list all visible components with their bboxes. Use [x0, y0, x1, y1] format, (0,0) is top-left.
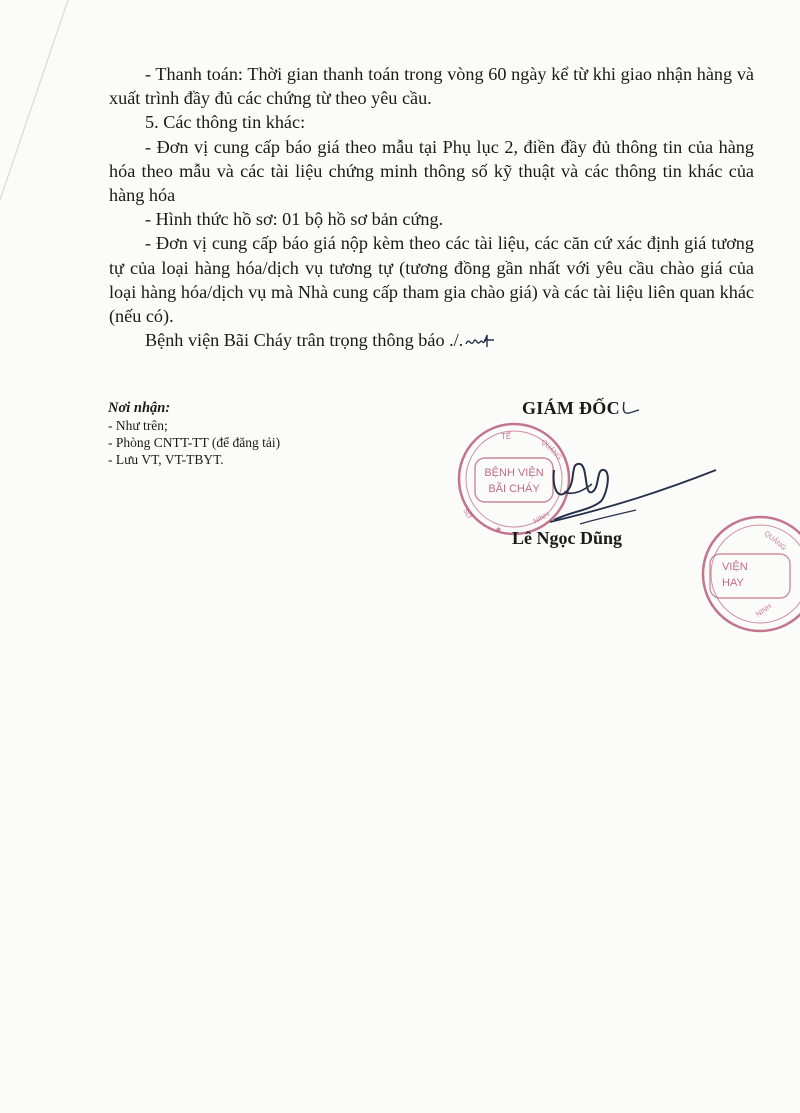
dossier-format: - Hình thức hồ sơ: 01 bộ hồ sơ bản cứng. — [145, 209, 444, 230]
partial-hospital-seal — [700, 512, 800, 637]
signer-title: GIÁM ĐỐC — [522, 398, 642, 419]
signer-name: Lê Ngọc Dũng — [512, 528, 623, 548]
recipient-item: - Phòng CNTT-TT (để đăng tải) — [108, 435, 281, 450]
initials-mark — [620, 400, 642, 416]
recipient-item: - Như trên; — [108, 418, 168, 433]
supporting-documents: - Đơn vị cung cấp báo giá nộp kèm theo các tài liệu, các căn cứ xác định giá tương tự của loại hàng hóa/dịch vụ tương tự (tương đồng gần nhất với yêu cầu chào giá của loại hàng hóa/dịch vụ mà Nhà cung cấp tham gia chào giá) và các tài liệu liên quan khác (nếu có). — [109, 233, 754, 327]
seal-line-1: BỆNH VIỆN — [484, 467, 544, 479]
seal-ring-top: TẾ — [501, 432, 512, 441]
seal-ring-left: SỞ — [461, 507, 473, 521]
recipients-block — [108, 400, 280, 468]
document-body — [109, 62, 754, 352]
partial-seal-ring-right: QUẢNG — [762, 530, 787, 553]
partial-seal-ring-bottom: NINH — [755, 603, 774, 619]
recipient-item: - Lưu VT, VT-TBYT. — [108, 452, 224, 467]
seal-ring-right: QUẢNG — [539, 438, 563, 462]
closing-notice: Bệnh viện Bãi Cháy trân trọng thông báo ./. — [109, 328, 754, 352]
recipients-title: Nơi nhận: — [108, 400, 171, 416]
seal-line-2: BÃI CHÁY — [488, 483, 540, 495]
other-info-heading: 5. Các thông tin khác: — [145, 112, 306, 133]
quote-form-instruction: - Đơn vị cung cấp báo giá theo mẫu tại Phụ lục 2, điền đầy đủ thông tin của hàng hóa theo mẫu và các tài liệu chứng minh thông số kỹ thuật và các thông tin khác của hàng hóa — [109, 136, 754, 206]
partial-seal-line-1: VIỆN — [722, 561, 748, 573]
director-signature — [540, 440, 720, 540]
seal-ring-bottom: NINH — [532, 511, 551, 526]
initials-mark — [463, 332, 497, 350]
svg-text:★: ★ — [495, 525, 503, 534]
payment-terms: - Thanh toán: Thời gian thanh toán trong vòng 60 ngày kể từ khi giao nhận hàng và xuất trình đầy đủ các chứng từ theo yêu cầu. — [109, 64, 754, 109]
partial-seal-line-2: HAY — [722, 577, 744, 589]
